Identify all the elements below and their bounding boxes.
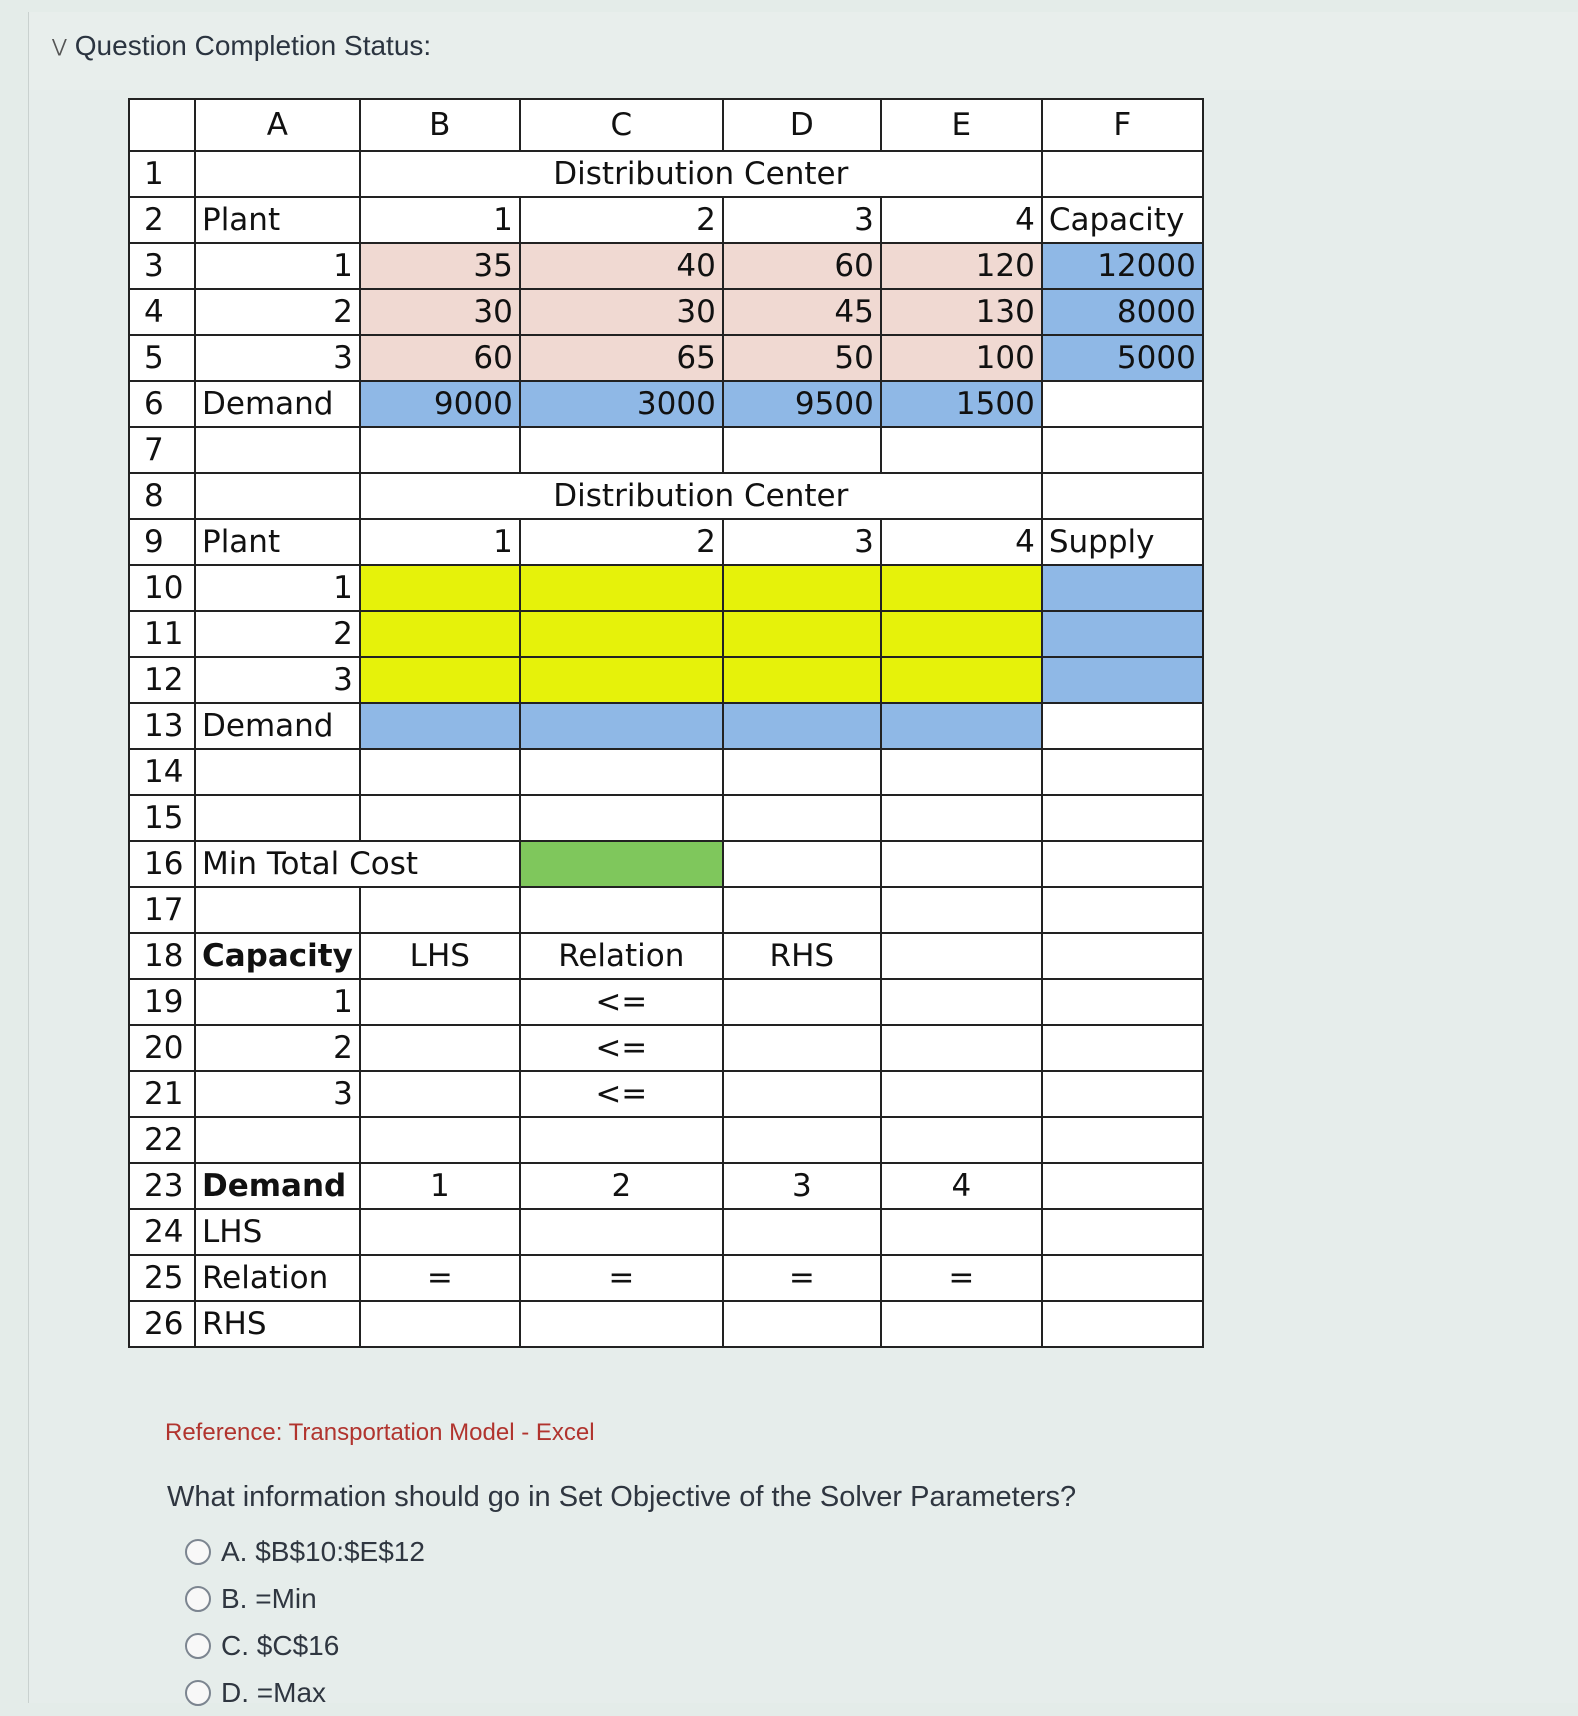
cell-c14 [520, 749, 723, 795]
cell-f11 [1042, 611, 1203, 657]
cell-d14 [723, 749, 881, 795]
column-header-e: E [881, 99, 1042, 151]
cell-c16-objective [520, 841, 723, 887]
sheet-row [129, 1209, 1203, 1255]
cell-b25: = [360, 1255, 520, 1301]
cell-a15 [195, 795, 360, 841]
row-number: 7 [129, 427, 195, 473]
cell-e25: = [881, 1255, 1042, 1301]
row-number: 18 [129, 933, 195, 979]
row-number: 11 [129, 611, 195, 657]
sheet-row [129, 703, 1203, 749]
cell-d23: 3 [723, 1163, 881, 1209]
option-d[interactable] [185, 1669, 425, 1716]
cell-f19 [1042, 979, 1203, 1025]
cell-d21 [723, 1071, 881, 1117]
cell-e16 [881, 841, 1042, 887]
cell-e23: 4 [881, 1163, 1042, 1209]
cell-c3: 40 [520, 243, 723, 289]
sheet-row [129, 841, 1203, 887]
cell-d7 [723, 427, 881, 473]
radio-button-d[interactable] [185, 1680, 211, 1706]
cell-b6: 9000 [360, 381, 520, 427]
cell-d24 [723, 1209, 881, 1255]
answer-options [185, 1528, 425, 1716]
cell-a12: 3 [195, 657, 360, 703]
row-number: 5 [129, 335, 195, 381]
column-header-c: C [520, 99, 723, 151]
cell-a4: 2 [195, 289, 360, 335]
cell-d13 [723, 703, 881, 749]
cell-a13: Demand [195, 703, 360, 749]
cell-b19 [360, 979, 520, 1025]
cell-distribution-center-title: Distribution Center [360, 151, 1042, 197]
cell-c23: 2 [520, 1163, 723, 1209]
cell-f18 [1042, 933, 1203, 979]
cell-c26 [520, 1301, 723, 1347]
cell-b3: 35 [360, 243, 520, 289]
cell-d6: 9500 [723, 381, 881, 427]
radio-button-b[interactable] [185, 1586, 211, 1612]
cell-f21 [1042, 1071, 1203, 1117]
cell-c9: 2 [520, 519, 723, 565]
cell-a2: Plant [195, 197, 360, 243]
sheet-row [129, 565, 1203, 611]
cell-e22 [881, 1117, 1042, 1163]
cell-d3: 60 [723, 243, 881, 289]
sheet-row [129, 1071, 1203, 1117]
cell-f5: 5000 [1042, 335, 1203, 381]
row-number: 3 [129, 243, 195, 289]
sheet-row [129, 611, 1203, 657]
cell-a25: Relation [195, 1255, 360, 1301]
cell-e17 [881, 887, 1042, 933]
cell-b2: 1 [360, 197, 520, 243]
cell-c20: <= [520, 1025, 723, 1071]
row-number: 1 [129, 151, 195, 197]
cell-c21: <= [520, 1071, 723, 1117]
cell-e2: 4 [881, 197, 1042, 243]
status-title: Question Completion Status: [74, 30, 432, 61]
cell-d18: RHS [723, 933, 881, 979]
sheet-row [129, 427, 1203, 473]
row-number: 14 [129, 749, 195, 795]
sheet-row [129, 151, 1203, 197]
cell-c19: <= [520, 979, 723, 1025]
row-number: 16 [129, 841, 195, 887]
cell-a18: Capacity [195, 933, 360, 979]
question-text: What information should go in Set Objective of the Solver Parameters? [167, 1481, 1077, 1513]
cell-f25 [1042, 1255, 1203, 1301]
cell-d9: 3 [723, 519, 881, 565]
cell-a24: LHS [195, 1209, 360, 1255]
cell-b4: 30 [360, 289, 520, 335]
cell-b20 [360, 1025, 520, 1071]
cell-a3: 1 [195, 243, 360, 289]
row-number: 19 [129, 979, 195, 1025]
cell-c6: 3000 [520, 381, 723, 427]
corner-cell [129, 99, 195, 151]
option-b[interactable] [185, 1575, 425, 1622]
cell-d12 [723, 657, 881, 703]
sheet-row [129, 381, 1203, 427]
cell-f12 [1042, 657, 1203, 703]
sheet-row [129, 519, 1203, 565]
cell-a22 [195, 1117, 360, 1163]
sheet-row [129, 657, 1203, 703]
cell-b7 [360, 427, 520, 473]
cell-f7 [1042, 427, 1203, 473]
cell-a9: Plant [195, 519, 360, 565]
cell-f20 [1042, 1025, 1203, 1071]
cell-c24 [520, 1209, 723, 1255]
row-number: 24 [129, 1209, 195, 1255]
row-number: 23 [129, 1163, 195, 1209]
cell-c4: 30 [520, 289, 723, 335]
chevron-down-icon: ⋁ [52, 35, 67, 56]
sheet-row [129, 1117, 1203, 1163]
cell-b14 [360, 749, 520, 795]
cell-c2: 2 [520, 197, 723, 243]
cell-f24 [1042, 1209, 1203, 1255]
cell-a11: 2 [195, 611, 360, 657]
cell-min-total-cost-label: Min Total Cost [195, 841, 520, 887]
cell-a8 [195, 473, 360, 519]
cell-e19 [881, 979, 1042, 1025]
cell-a6: Demand [195, 381, 360, 427]
row-number: 8 [129, 473, 195, 519]
cell-d15 [723, 795, 881, 841]
cell-c7 [520, 427, 723, 473]
cell-f2: Capacity [1042, 197, 1203, 243]
cell-c25: = [520, 1255, 723, 1301]
cell-f23 [1042, 1163, 1203, 1209]
sheet-row [129, 887, 1203, 933]
cell-e3: 120 [881, 243, 1042, 289]
cell-a21: 3 [195, 1071, 360, 1117]
row-number: 4 [129, 289, 195, 335]
option-a[interactable] [185, 1528, 425, 1575]
cell-b15 [360, 795, 520, 841]
question-completion-status-toggle[interactable] [52, 30, 431, 62]
cell-a26: RHS [195, 1301, 360, 1347]
column-header-row [129, 99, 1203, 151]
row-number: 20 [129, 1025, 195, 1071]
radio-button-a[interactable] [185, 1539, 211, 1565]
cell-b11 [360, 611, 520, 657]
cell-f6 [1042, 381, 1203, 427]
cell-e14 [881, 749, 1042, 795]
cell-d16 [723, 841, 881, 887]
row-number: 25 [129, 1255, 195, 1301]
sheet-row [129, 473, 1203, 519]
cell-e24 [881, 1209, 1042, 1255]
sheet-row [129, 1301, 1203, 1347]
option-a-label: A. $B$10:$E$12 [221, 1535, 425, 1567]
cell-b22 [360, 1117, 520, 1163]
cell-c11 [520, 611, 723, 657]
row-number: 26 [129, 1301, 195, 1347]
sheet-row [129, 979, 1203, 1025]
sheet-row [129, 1163, 1203, 1209]
cell-b10 [360, 565, 520, 611]
sheet-row [129, 795, 1203, 841]
spreadsheet-image [128, 98, 1204, 1348]
cell-c13 [520, 703, 723, 749]
cell-e12 [881, 657, 1042, 703]
cell-c15 [520, 795, 723, 841]
option-b-label: B. =Min [221, 1582, 317, 1614]
cell-e9: 4 [881, 519, 1042, 565]
cell-a19: 1 [195, 979, 360, 1025]
column-header-b: B [360, 99, 520, 151]
cell-e15 [881, 795, 1042, 841]
sheet-row [129, 933, 1203, 979]
cell-e18 [881, 933, 1042, 979]
cell-distribution-center-title-2: Distribution Center [360, 473, 1042, 519]
sheet-row [129, 749, 1203, 795]
column-header-a: A [195, 99, 360, 151]
cell-d5: 50 [723, 335, 881, 381]
cell-f10 [1042, 565, 1203, 611]
cell-e11 [881, 611, 1042, 657]
cell-d22 [723, 1117, 881, 1163]
cell-c5: 65 [520, 335, 723, 381]
cell-b5: 60 [360, 335, 520, 381]
cell-e5: 100 [881, 335, 1042, 381]
cell-f16 [1042, 841, 1203, 887]
cell-a14 [195, 749, 360, 795]
row-number: 15 [129, 795, 195, 841]
sheet-row [129, 197, 1203, 243]
sheet-row [129, 243, 1203, 289]
cell-d2: 3 [723, 197, 881, 243]
cell-c17 [520, 887, 723, 933]
cell-f4: 8000 [1042, 289, 1203, 335]
cell-a17 [195, 887, 360, 933]
cell-a20: 2 [195, 1025, 360, 1071]
cell-e21 [881, 1071, 1042, 1117]
cell-b13 [360, 703, 520, 749]
cell-e13 [881, 703, 1042, 749]
cell-c18: Relation [520, 933, 723, 979]
cell-c10 [520, 565, 723, 611]
cell-b21 [360, 1071, 520, 1117]
cell-f8 [1042, 473, 1203, 519]
cell-f3: 12000 [1042, 243, 1203, 289]
cell-f17 [1042, 887, 1203, 933]
cell-f15 [1042, 795, 1203, 841]
row-number: 13 [129, 703, 195, 749]
cell-a23: Demand [195, 1163, 360, 1209]
cell-f22 [1042, 1117, 1203, 1163]
row-number: 6 [129, 381, 195, 427]
column-header-f: F [1042, 99, 1203, 151]
sheet-row [129, 289, 1203, 335]
cell-f14 [1042, 749, 1203, 795]
row-number: 10 [129, 565, 195, 611]
cell-d25: = [723, 1255, 881, 1301]
sheet-row [129, 335, 1203, 381]
cell-d11 [723, 611, 881, 657]
cell-d20 [723, 1025, 881, 1071]
row-number: 22 [129, 1117, 195, 1163]
column-header-d: D [723, 99, 881, 151]
cell-f9: Supply [1042, 519, 1203, 565]
sheet-row [129, 1255, 1203, 1301]
cell-f26 [1042, 1301, 1203, 1347]
cell-d4: 45 [723, 289, 881, 335]
cell-a1 [195, 151, 360, 197]
cell-f13 [1042, 703, 1203, 749]
sheet-row [129, 1025, 1203, 1071]
cell-b9: 1 [360, 519, 520, 565]
row-number: 2 [129, 197, 195, 243]
cell-b12 [360, 657, 520, 703]
option-d-label: D. =Max [221, 1676, 327, 1708]
cell-b26 [360, 1301, 520, 1347]
cell-e4: 130 [881, 289, 1042, 335]
cell-e7 [881, 427, 1042, 473]
cell-a5: 3 [195, 335, 360, 381]
cell-e6: 1500 [881, 381, 1042, 427]
cell-b17 [360, 887, 520, 933]
cell-d19 [723, 979, 881, 1025]
cell-e26 [881, 1301, 1042, 1347]
row-number: 9 [129, 519, 195, 565]
cell-b23: 1 [360, 1163, 520, 1209]
row-number: 12 [129, 657, 195, 703]
cell-d10 [723, 565, 881, 611]
cell-b24 [360, 1209, 520, 1255]
cell-d26 [723, 1301, 881, 1347]
cell-d17 [723, 887, 881, 933]
cell-f1 [1042, 151, 1203, 197]
cell-e20 [881, 1025, 1042, 1071]
reference-text: Reference: Transportation Model - Excel [165, 1419, 595, 1446]
option-c-label: C. $C$16 [221, 1629, 340, 1661]
cell-c12 [520, 657, 723, 703]
cell-a7 [195, 427, 360, 473]
row-number: 21 [129, 1071, 195, 1117]
row-number: 17 [129, 887, 195, 933]
cell-b18: LHS [360, 933, 520, 979]
cell-e10 [881, 565, 1042, 611]
radio-button-c[interactable] [185, 1633, 211, 1659]
option-c[interactable] [185, 1622, 425, 1669]
cell-c22 [520, 1117, 723, 1163]
cell-a10: 1 [195, 565, 360, 611]
